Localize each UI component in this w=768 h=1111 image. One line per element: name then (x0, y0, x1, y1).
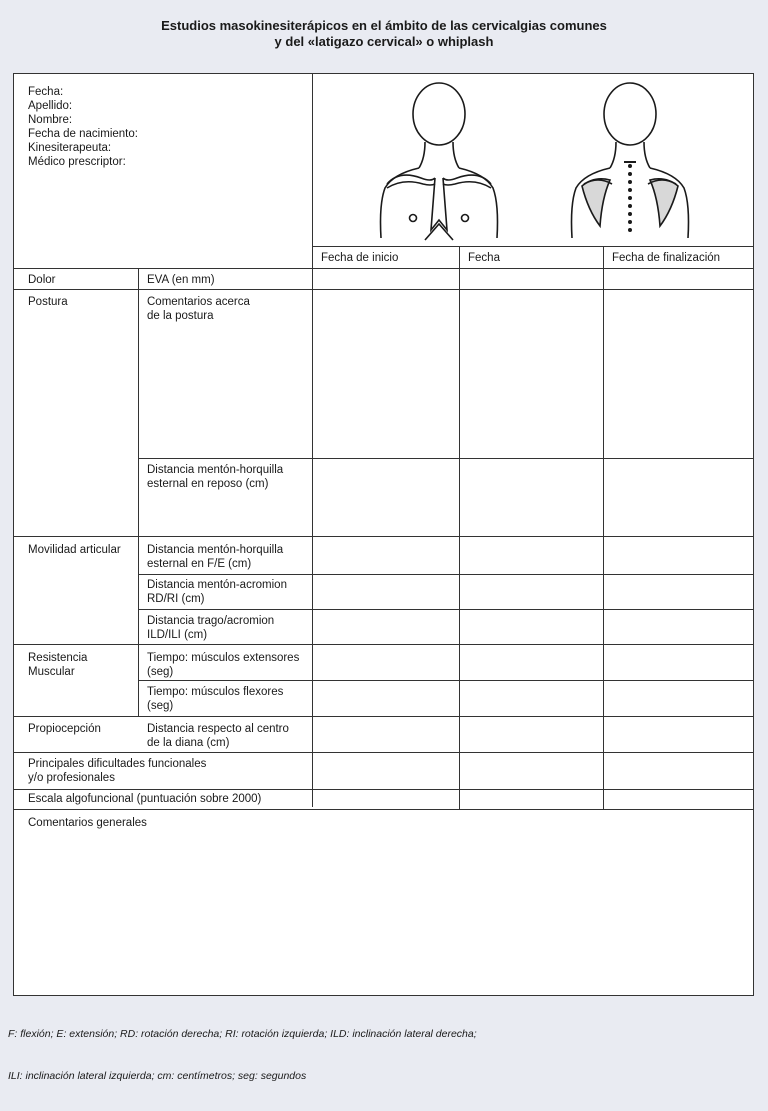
grid-line (459, 246, 460, 809)
patient-field-birthdate: Fecha de nacimiento: (28, 128, 138, 140)
footnote-line-2: ILI: inclinación lateral izquierda; cm: centímetros; seg: segundos (8, 1070, 307, 1082)
grid-line (14, 752, 753, 753)
column-header-date: Fecha (468, 252, 500, 264)
grid-line (312, 74, 313, 807)
grid-line (14, 644, 753, 645)
row-label-postura: Postura (28, 296, 68, 308)
row-label-escala: Escala algofuncional (puntuación sobre 2000) (28, 793, 262, 805)
grid-line (14, 289, 753, 290)
title-line-1: Estudios masokinesiterápicos en el ámbito de las cervicalgias comunes (161, 18, 607, 33)
measure-extensor-time: Tiempo: músculos extensores (seg) (147, 652, 300, 678)
assessment-form (13, 73, 754, 996)
front-body-figure (369, 80, 509, 242)
measure-target-distance: Distancia respecto al centro de la diana (cm) (147, 723, 289, 749)
grid-line (14, 809, 753, 810)
patient-field-therapist: Kinesiterapeuta: (28, 142, 112, 154)
grid-line (603, 246, 604, 809)
grid-line (138, 574, 753, 575)
measure-eva: EVA (en mm) (147, 274, 215, 286)
footnote (8, 999, 477, 1111)
measure-tragus-acromion: Distancia trago/acromion ILD/ILI (cm) (147, 615, 275, 641)
grid-line (138, 680, 753, 681)
row-label-dificultades: Principales dificultades funcionales y/o profesionales (28, 758, 207, 784)
grid-line (138, 609, 753, 610)
measure-chin-acromion: Distancia mentón-acromion RD/RI (cm) (147, 579, 287, 605)
grid-line (138, 458, 753, 459)
grid-line (14, 536, 753, 537)
patient-field-date: Fecha: (28, 86, 64, 98)
measure-flexor-time: Tiempo: músculos flexores (seg) (147, 686, 284, 712)
grid-line (138, 268, 139, 716)
grid-line (14, 789, 753, 790)
back-body-figure (562, 80, 702, 242)
page-title (0, 18, 768, 50)
grid-line (14, 268, 753, 269)
row-label-dolor: Dolor (28, 274, 56, 286)
row-label-propiocepcion: Propiocepción (28, 723, 101, 735)
patient-field-surname: Apellido: (28, 100, 73, 112)
grid-line (14, 716, 753, 717)
column-header-start-date: Fecha de inicio (321, 252, 399, 264)
row-label-resistencia: Resistencia Muscular (28, 652, 88, 678)
patient-field-physician: Médico prescriptor: (28, 156, 126, 168)
patient-field-name: Nombre: (28, 114, 73, 126)
measure-chin-sternal-rest: Distancia mentón-horquilla esternal en reposo (cm) (147, 464, 284, 490)
footnote-line-1: F: flexión; E: extensión; RD: rotación derecha; RI: rotación izquierda; ILD: inclinación lateral derecha; (8, 1028, 477, 1040)
row-label-comentarios: Comentarios generales (28, 817, 147, 829)
column-header-end-date: Fecha de finalización (612, 252, 721, 264)
measure-posture-comments: Comentarios acerca de la postura (147, 296, 250, 322)
title-line-2: y del «latigazo cervical» o whiplash (274, 34, 494, 49)
row-label-movilidad: Movilidad articular (28, 544, 121, 556)
grid-line (312, 246, 753, 247)
measure-chin-sternal-fe: Distancia mentón-horquilla esternal en F/E (cm) (147, 544, 284, 570)
